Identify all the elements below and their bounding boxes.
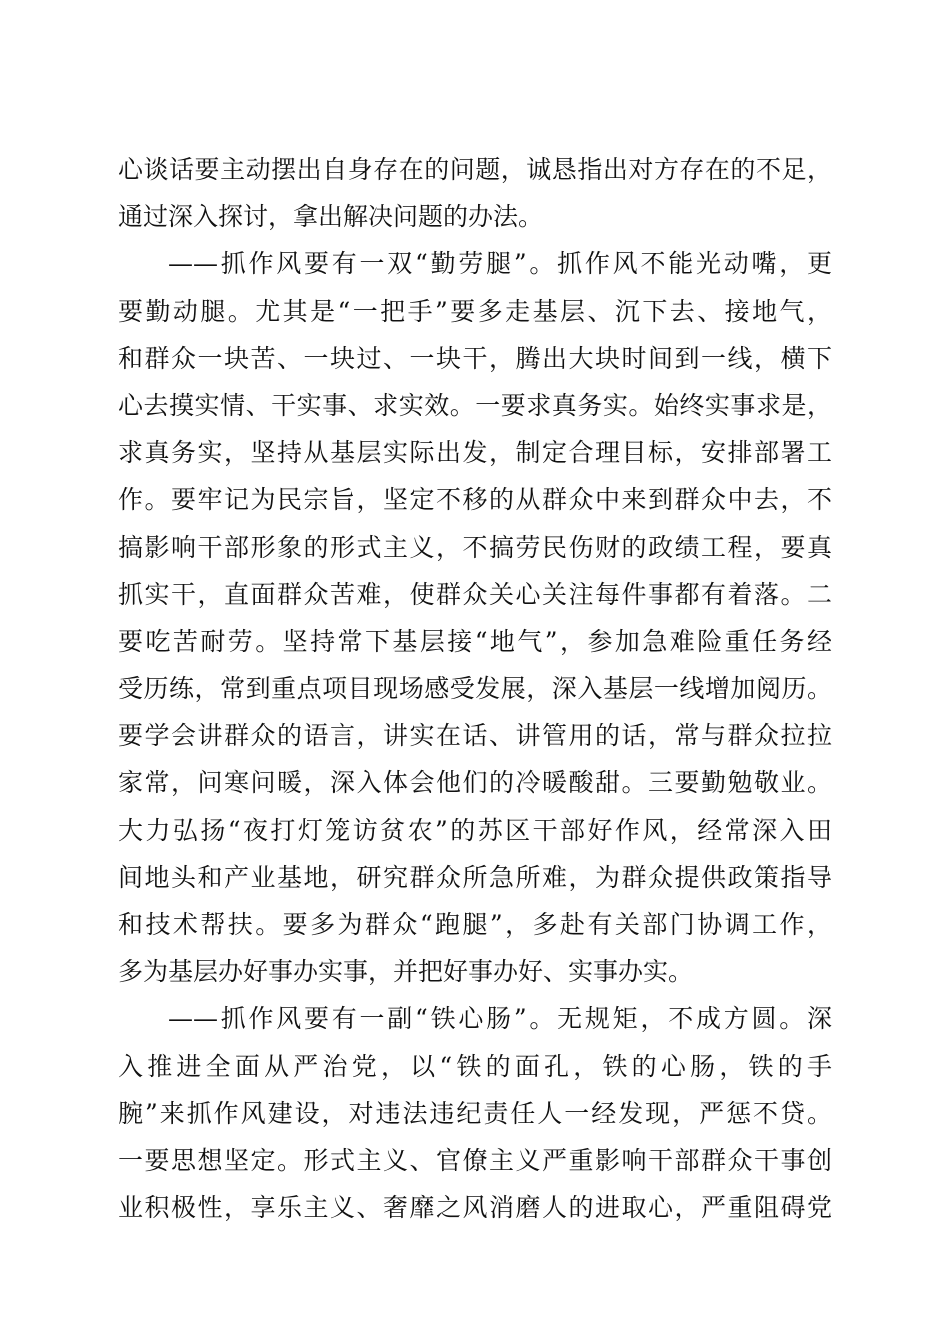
text-line: 求真务实，坚持从基层实际出发，制定合理目标，安排部署工 (118, 438, 832, 468)
text-line: 要吃苦耐劳。坚持常下基层接“地气”，参加急难险重任务经 (118, 626, 832, 656)
paragraph-start-line: ——抓作风要有一副“铁心肠”。无规矩，不成方圆。深 (168, 1004, 832, 1034)
text-line: 心去摸实情、干实事、求实效。一要求真务实。始终实事求是， (118, 390, 832, 420)
text-line: 腕”来抓作风建设，对违法违纪责任人一经发现，严惩不贷。 (118, 1098, 832, 1128)
text-line: 作。要牢记为民宗旨，坚定不移的从群众中来到群众中去，不 (118, 485, 832, 515)
text-line: 多为基层办好事办实事，并把好事办好、实事办实。 (118, 957, 694, 987)
text-line: 入推进全面从严治党，以“铁的面孔，铁的心肠，铁的手 (118, 1051, 832, 1081)
text-line: 一要思想坚定。形式主义、官僚主义严重影响干部群众干事创 (118, 1145, 832, 1175)
text-line: 和技术帮扶。要多为群众“跑腿”，多赴有关部门协调工作， (118, 910, 832, 939)
paragraph-start-line: ——抓作风要有一双“勤劳腿”。抓作风不能光动嘴，更 (168, 249, 832, 279)
text-line: 和群众一块苦、一块过、一块干，腾出大块时间到一线，横下 (118, 343, 832, 373)
text-line: 要学会讲群众的语言，讲实在话、讲管用的话，常与群众拉拉 (118, 721, 832, 751)
text-line: 间地头和产业基地，研究群众所急所难，为群众提供政策指导 (118, 862, 832, 892)
text-line: 心谈话要主动摆出自身存在的问题，诚恳指出对方存在的不足， (118, 155, 832, 184)
text-line: 抓实干，直面群众苦难，使群众关心关注每件事都有着落。二 (118, 579, 832, 609)
text-line: 受历练，常到重点项目现场感受发展，深入基层一线增加阅历。 (118, 674, 832, 704)
body-text (118, 146, 832, 1231)
text-line: 业积极性，享乐主义、奢靡之风消磨人的进取心，严重阻碍党 (118, 1193, 832, 1223)
text-line: 要勤动腿。尤其是“一把手”要多走基层、沉下去、接地气， (118, 296, 832, 326)
text-line: 大力弘扬“夜打灯笼访贫农”的苏区干部好作风，经常深入田 (118, 815, 832, 845)
text-line: 通过深入探讨，拿出解决问题的办法。 (118, 202, 544, 232)
text-line: 家常，问寒问暖，深入体会他们的冷暖酸甜。三要勤勉敬业。 (118, 768, 832, 798)
text-line: 搞影响干部形象的形式主义，不搞劳民伤财的政绩工程，要真 (118, 532, 832, 562)
